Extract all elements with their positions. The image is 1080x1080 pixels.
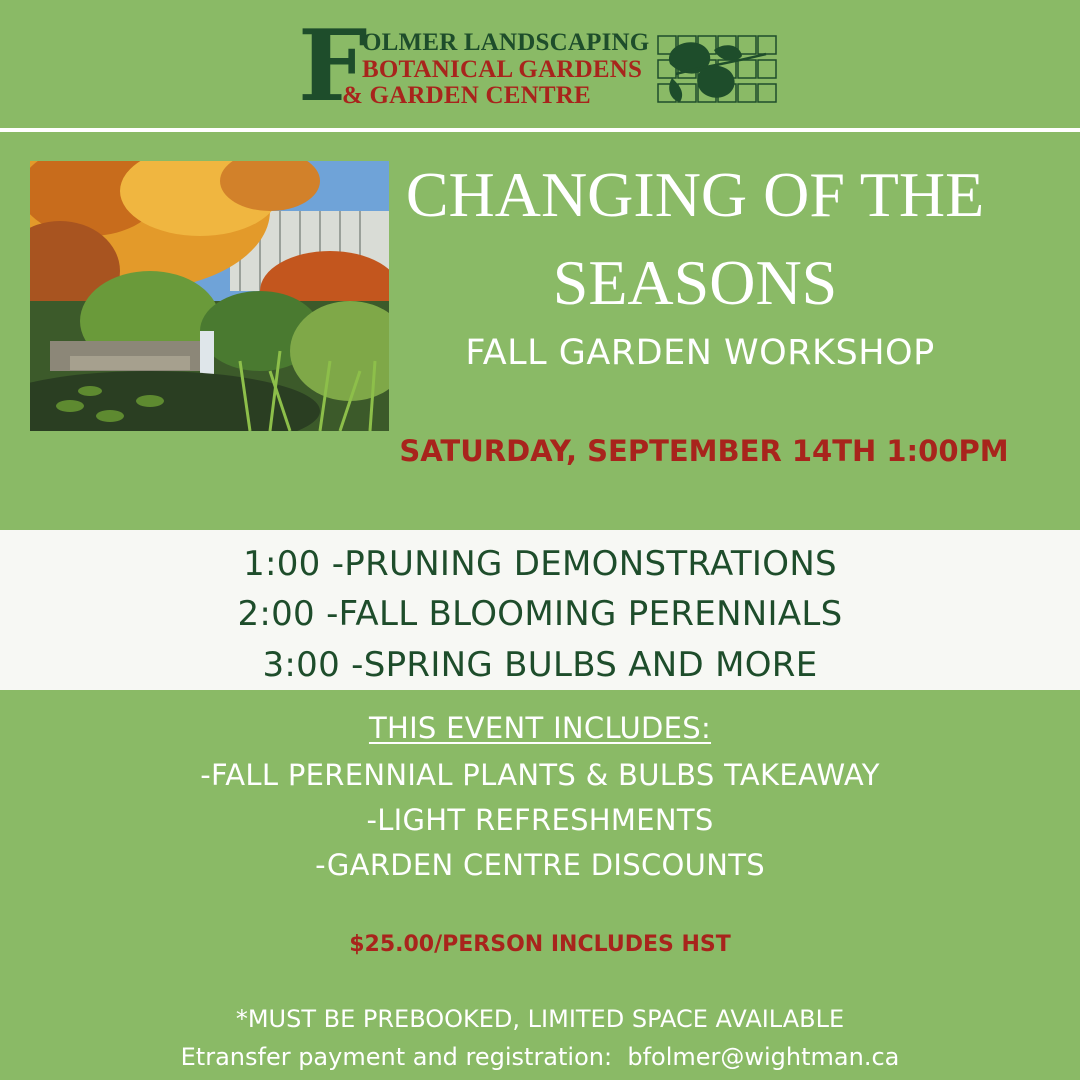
price: $25.00/PERSON INCLUDES HST — [349, 932, 731, 957]
header — [0, 0, 1080, 128]
logo-line-2: BOTANICAL GARDENS — [362, 56, 643, 83]
logo-line-3: & GARDEN CENTRE — [342, 82, 591, 109]
contact-info: Etransfer payment and registration: bfolmer@wightman.ca — [180, 1043, 900, 1071]
includes-heading: THIS EVENT INCLUDES: — [368, 711, 712, 745]
schedule-item: 3:00 -SPRING BULBS AND MORE — [262, 645, 818, 685]
includes-item: -GARDEN CENTRE DISCOUNTS — [315, 848, 765, 882]
leaf-grid-icon — [656, 34, 780, 106]
event-title-line-1: CHANGING OF THE — [405, 159, 985, 230]
logo-line-1: OLMER LANDSCAPING — [362, 29, 650, 56]
schedule-item: 1:00 -PRUNING DEMONSTRATIONS — [243, 544, 837, 584]
includes-item: -FALL PERENNIAL PLANTS & BULBS TAKEAWAY — [200, 758, 880, 792]
event-title-line-2: SEASONS — [552, 247, 838, 318]
event-subtitle: FALL GARDEN WORKSHOP — [465, 333, 935, 373]
logo-initial: F — [298, 9, 368, 124]
schedule-item: 2:00 -FALL BLOOMING PERENNIALS — [237, 594, 843, 634]
schedule-band — [0, 530, 1080, 690]
garden-photo — [30, 161, 389, 431]
includes-item: -LIGHT REFRESHMENTS — [366, 803, 714, 837]
prebook-note: *MUST BE PREBOOKED, LIMITED SPACE AVAILABLE — [235, 1005, 845, 1033]
event-date: SATURDAY, SEPTEMBER 14TH 1:00PM — [399, 434, 1009, 468]
header-divider — [0, 128, 1080, 132]
